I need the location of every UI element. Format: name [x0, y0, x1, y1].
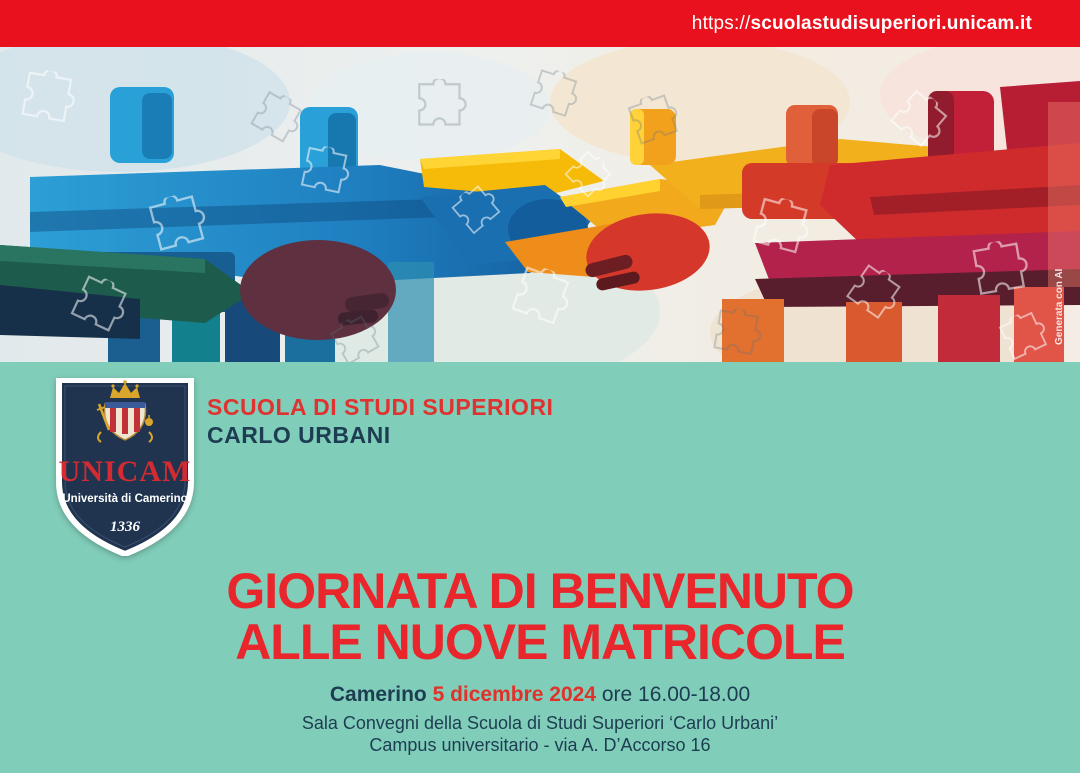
url-domain: scuolastudisuperiori.unicam.it — [750, 12, 1032, 34]
url-prefix: https:// — [691, 12, 751, 34]
event-title-line1: GIORNATA DI BENVENUTO — [226, 563, 854, 619]
logo-university-name: Università di Camerino — [62, 493, 188, 505]
event-title-line2: ALLE NUOVE MATRICOLE — [235, 614, 845, 670]
event-city: Camerino — [329, 683, 427, 706]
maroon-hand — [240, 240, 396, 340]
event-venue: Sala Convegni della Scuola di Studi Superiori ‘Carlo Urbani’ — [301, 713, 779, 733]
event-date: 5 dicembre 2024 — [432, 683, 596, 706]
event-title — [0, 563, 1080, 670]
school-block — [207, 393, 553, 449]
puzzle-art — [0, 47, 1080, 362]
unicam-logo — [55, 378, 195, 556]
event-when — [0, 683, 1080, 707]
logo-year: 1336 — [110, 519, 140, 535]
school-dedication: CARLO URBANI — [207, 422, 391, 448]
event-time: ore 16.00-18.00 — [601, 683, 751, 706]
school-name: SCUOLA DI STUDI SUPERIORI — [207, 394, 554, 420]
top-bar — [0, 0, 1080, 47]
hero-illustration — [0, 47, 1080, 362]
logo-acronym: UNICAM — [58, 455, 192, 488]
event-address: Campus universitario - via A. D’Accorso 16 — [369, 735, 711, 755]
site-url — [692, 13, 1032, 35]
event-details — [0, 683, 1080, 756]
ai-credit: Generata con AI — [1054, 268, 1065, 345]
